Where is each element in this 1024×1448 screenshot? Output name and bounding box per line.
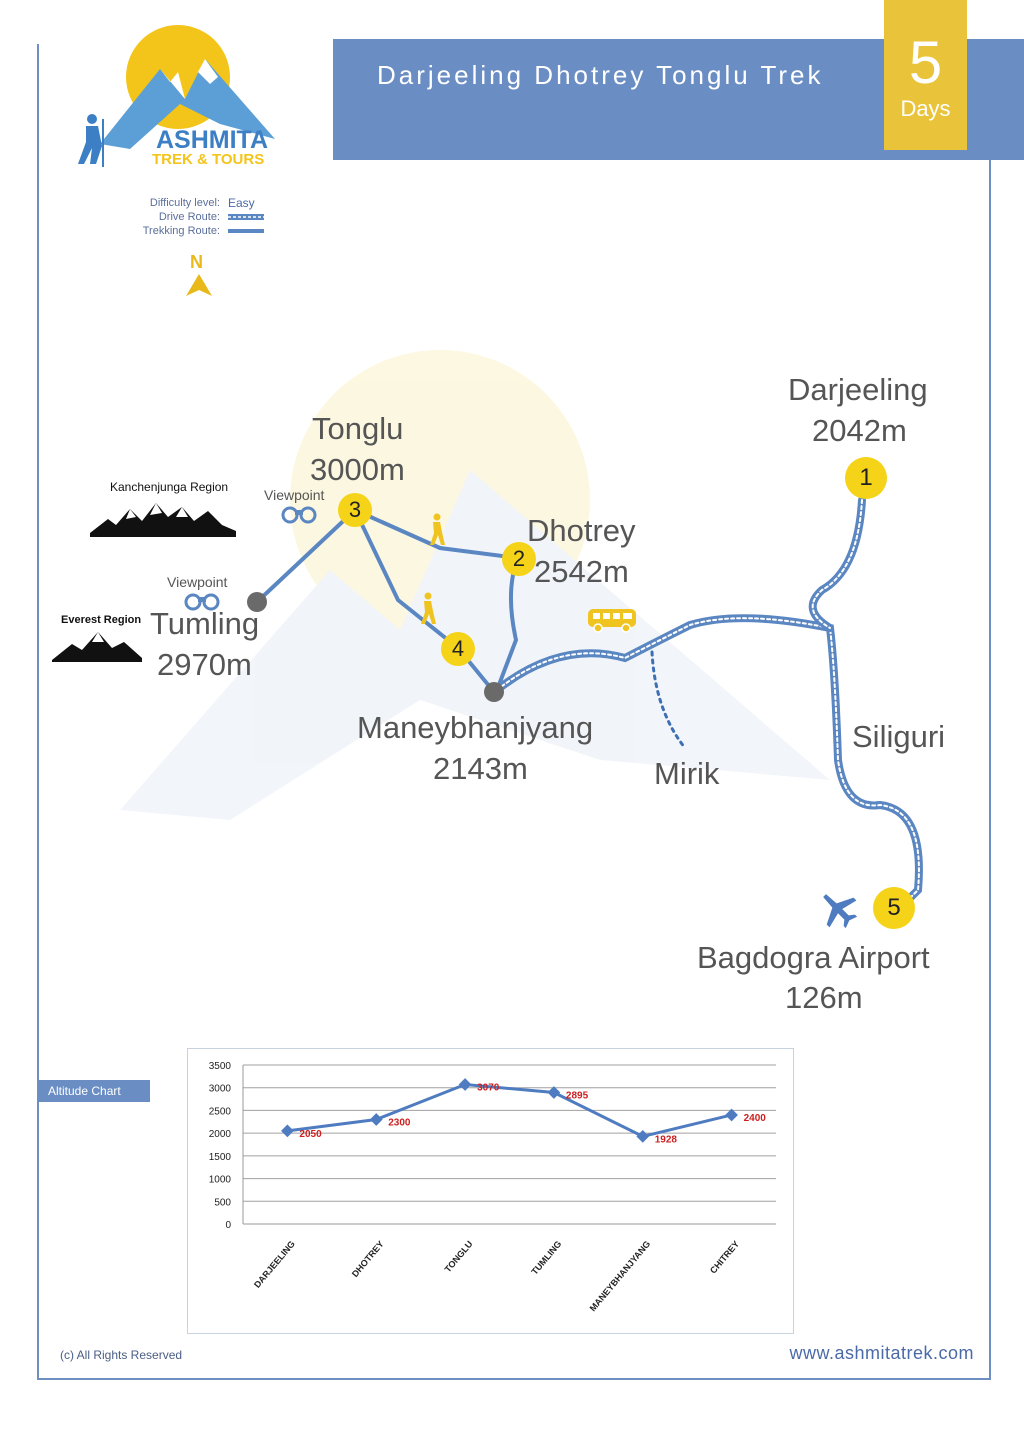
data-point bbox=[459, 1078, 472, 1091]
trek-route-label: Trekking Route: bbox=[142, 225, 220, 237]
copyright-text: (c) All Rights Reserved bbox=[60, 1348, 183, 1362]
x-tick-label: CHITREY bbox=[708, 1238, 742, 1276]
x-tick-label: DHOTREY bbox=[349, 1238, 386, 1280]
airplane-icon bbox=[817, 888, 859, 930]
x-tick-label: DARJEELING bbox=[251, 1238, 297, 1290]
data-label: 2050 bbox=[299, 1128, 322, 1140]
stop-badge-3: 3 bbox=[338, 493, 372, 527]
trek-route-swatch bbox=[228, 227, 264, 235]
viewpoint-label-tumling: Viewpoint bbox=[167, 574, 228, 590]
darjeeling-name: Darjeeling bbox=[788, 372, 928, 407]
maneybhanjyang-waypoint bbox=[484, 682, 504, 702]
y-tick-label: 2500 bbox=[208, 1106, 231, 1118]
y-tick-label: 1500 bbox=[208, 1151, 231, 1163]
days-badge bbox=[884, 0, 967, 150]
stop-badge-5: 5 bbox=[873, 887, 915, 929]
altitude-chart bbox=[188, 1049, 793, 1333]
data-point bbox=[370, 1113, 383, 1126]
data-label: 2895 bbox=[565, 1090, 589, 1102]
binoculars-icon bbox=[184, 591, 220, 611]
days-number: 5 bbox=[908, 29, 943, 96]
y-tick-label: 0 bbox=[225, 1220, 231, 1231]
x-tick-label: MANEYBHANJYANG bbox=[587, 1238, 653, 1314]
altitude-chart-frame bbox=[187, 1048, 794, 1334]
map-legend bbox=[120, 196, 264, 238]
dhotrey-altitude: 2542m bbox=[534, 554, 629, 589]
y-tick-label: 3500 bbox=[208, 1061, 231, 1072]
dhotrey-name: Dhotrey bbox=[527, 513, 636, 548]
drive-route-label: Drive Route: bbox=[158, 211, 220, 223]
data-label: 2400 bbox=[743, 1112, 766, 1124]
siliguri-name: Siliguri bbox=[852, 719, 946, 754]
hiker-icon bbox=[78, 114, 104, 167]
trek-title: Darjeeling Dhotrey Tonglu Trek bbox=[377, 60, 824, 90]
y-tick-label: 1000 bbox=[208, 1174, 231, 1186]
trekker-icon bbox=[416, 592, 438, 626]
x-tick-label: TUMLING bbox=[529, 1238, 564, 1277]
y-tick-label: 3000 bbox=[208, 1083, 231, 1095]
tonglu-name: Tonglu bbox=[312, 411, 404, 446]
data-point bbox=[636, 1130, 649, 1143]
maneybhanjyang-altitude: 2143m bbox=[433, 751, 528, 786]
darjeeling-altitude: 2042m bbox=[812, 413, 907, 448]
tumling-name: Tumling bbox=[150, 606, 260, 641]
stop-badge-4: 4 bbox=[441, 632, 475, 666]
data-label: 2300 bbox=[388, 1117, 411, 1129]
y-tick-label: 2000 bbox=[208, 1129, 231, 1141]
tumling-altitude: 2970m bbox=[157, 647, 252, 682]
bagdogra-altitude: 126m bbox=[785, 980, 863, 1015]
data-point bbox=[281, 1125, 294, 1138]
mirik-name: Mirik bbox=[654, 756, 720, 791]
data-label: 1928 bbox=[654, 1134, 677, 1146]
binoculars-icon bbox=[281, 504, 317, 524]
compass-letter: N bbox=[190, 252, 203, 272]
stop-badge-2: 2 bbox=[502, 542, 536, 576]
data-label: 3070 bbox=[477, 1082, 500, 1094]
ashmita-logo bbox=[60, 14, 320, 174]
everest-label: Everest Region bbox=[61, 614, 142, 626]
altitude-chart-tab: Altitude Chart bbox=[38, 1080, 150, 1102]
website-link[interactable]: www.ashmitatrek.com bbox=[789, 1343, 974, 1363]
stop-badge-1: 1 bbox=[845, 457, 887, 499]
bus-icon bbox=[586, 606, 638, 634]
maneybhanjyang-name: Maneybhanjyang bbox=[357, 710, 594, 745]
drive-route-swatch bbox=[228, 213, 264, 221]
kanchenjunga-label: Kanchenjunga Region bbox=[110, 480, 229, 494]
trekker-icon bbox=[425, 513, 447, 547]
logo-tagline: TREK & TOURS bbox=[152, 151, 265, 168]
y-tick-label: 500 bbox=[214, 1197, 231, 1209]
tonglu-altitude: 3000m bbox=[310, 452, 405, 487]
kanchenjunga-mountains-icon bbox=[90, 497, 236, 537]
logo-brand-name: ASHMITA bbox=[156, 126, 269, 154]
frame-bottom-border bbox=[37, 1378, 991, 1380]
difficulty-value: Easy bbox=[228, 196, 255, 210]
days-label: Days bbox=[900, 96, 951, 121]
north-arrow-icon bbox=[184, 272, 214, 298]
difficulty-label: Difficulty level: bbox=[149, 197, 220, 209]
viewpoint-label-tonglu: Viewpoint bbox=[264, 487, 325, 503]
x-tick-label: TONGLU bbox=[442, 1238, 475, 1275]
bagdogra-name: Bagdogra Airport bbox=[697, 940, 930, 975]
everest-mountains-icon bbox=[52, 630, 142, 662]
